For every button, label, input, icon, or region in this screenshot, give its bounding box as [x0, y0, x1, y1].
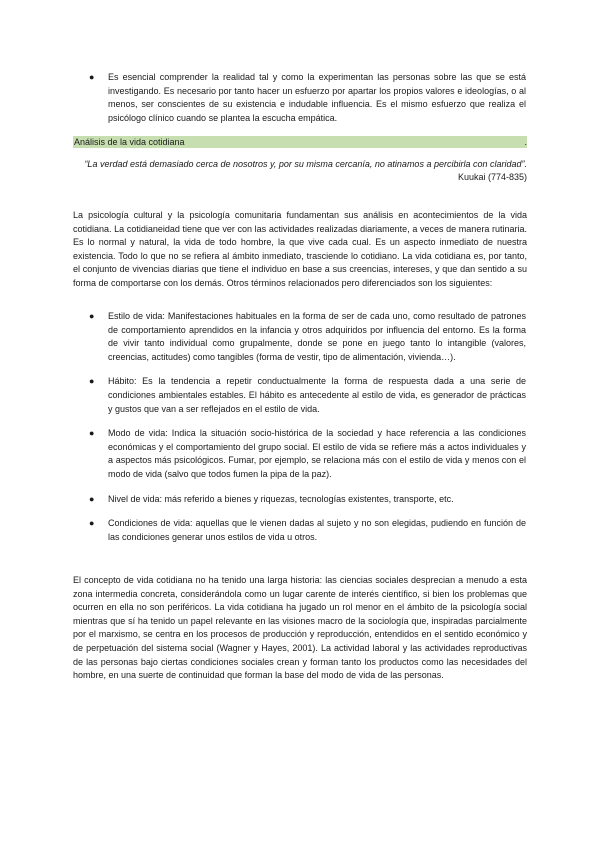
epigraph-quote [73, 158, 527, 185]
term-text: Estilo de vida: Manifestaciones habituales en la forma de ser de cada uno, como resultado de patrones de comportamiento aprendidos en la infancia y otros adquiridos por influencia del entorno. Es la forma de vivir tanto individual como grupalmente, donde se pone en juego tanto lo intangible (valores, creencias, actitudes) como tangibles (forma de vestir, tipo de alimentación, vivienda…). [108, 311, 526, 362]
term-text: Nivel de vida: más referido a bienes y riquezas, tecnologías existentes, transporte, etc. [108, 493, 454, 504]
paragraph: La psicología cultural y la psicología comunitaria fundamentan sus análisis en acontecimientos de la vida cotidiana. La cotidianeidad tiene que ver con las actividades realizadas diariamente, a veces de manera rutinaria. Es lo normal y natural, la vida de todo hombre, la que vive cada cual. Es un aspecto inmediato de nuestra existencia. Todo lo que no se refiera al ámbito inmediato, trasciende lo cotidiano. La vida cotidiana es, por tanto, el conjunto de vivencias diarias que tiene el individuo en base a sus creencias, intereses, y que dan sentido a su forma de comportarse con los demás. Otros términos relacionados pero diferenciados son los siguientes: [73, 210, 527, 288]
bullet-icon: ● [89, 493, 95, 504]
term-text: Hábito: Es la tendencia a repetir conductualmente la forma de respuesta dada a una serie de condiciones ambientales estables. El hábito es antecedente al estilo de vida, es generador de prácticas y gustos que van a ser reflejados en el estilo de vida. [108, 376, 526, 414]
section-heading [73, 136, 527, 148]
bullet-icon: ● [89, 72, 95, 82]
bullet-icon: ● [89, 311, 95, 321]
quote-author: Kuukai (774-835) [457, 172, 527, 183]
list-item [86, 310, 526, 364]
section-heading-text: Análisis de la vida cotidiana [74, 137, 185, 147]
term-text: Modo de vida: Indica la situación socio-histórica de la sociedad y hace referencia a las condiciones económicas y el comportamiento del grupo social. El estilo de vida se refiere más a actos individuales y a aspectos más psicológicos. Fumar, por ejemplo, se relaciona más con el estilo de vida y menos con el modo de vida (salvo que todos fumen la pipa de la paz). [108, 428, 526, 479]
term-text: Condiciones de vida: aquellas que le vienen dadas al sujeto y no son elegidas, pudiendo en función de las condiciones generar unos estilos de vida u otros. [108, 518, 526, 542]
quote-text: “La verdad está demasiado cerca de nosotros y, por su misma cercanía, no atinamos a percibirla con claridad”. [84, 159, 527, 169]
intro-bullet-list [86, 71, 526, 125]
list-item [86, 427, 526, 481]
bullet-icon: ● [89, 376, 95, 387]
list-item [86, 71, 526, 125]
intro-bullet-text: Es esencial comprender la realidad tal y como la experimentan las personas sobre las que se está investigando. Es necesario por tanto hacer un esfuerzo por apartar los propios valores e ideologías, o al menos, ser conscientes de su existencia e indudable influencia. Es el mismo esfuerzo que realiza el psicólogo clínico cuando se plantea la escucha empática. [108, 72, 526, 123]
bullet-icon: ● [89, 428, 95, 439]
section-heading-trailing: . [524, 137, 527, 147]
list-item [86, 375, 526, 416]
list-item [86, 493, 526, 507]
paragraph: El concepto de vida cotidiana no ha tenido una larga historia: las ciencias sociales desprecian a menudo a esta zona intermedia concreta, considerándola como un lugar carente de interés científico, si bien los problemas que ocurren en ella no son periféricos. La vida cotidiana ha jugado un rol menor en el ámbito de la psicología social mientras que sí ha tenido un papel relevante en las visiones macro de la sociología que, inspiradas parcialmente por el marxismo, se centra en los procesos de producción y reproducción, entendidos en el sentido económico y de perpetuación del sistema social (Wagner y Hayes, 2001). La actividad laboral y las actividades reproductivas de las personas bajo ciertas condiciones sociales crean y forman tanto los productos como las necesidades del hombre, en una suerte de continuidad que forman la base del modo de vida de las personas. [73, 575, 527, 681]
list-item [86, 517, 526, 544]
terms-list [86, 310, 526, 555]
bullet-icon: ● [89, 518, 95, 529]
